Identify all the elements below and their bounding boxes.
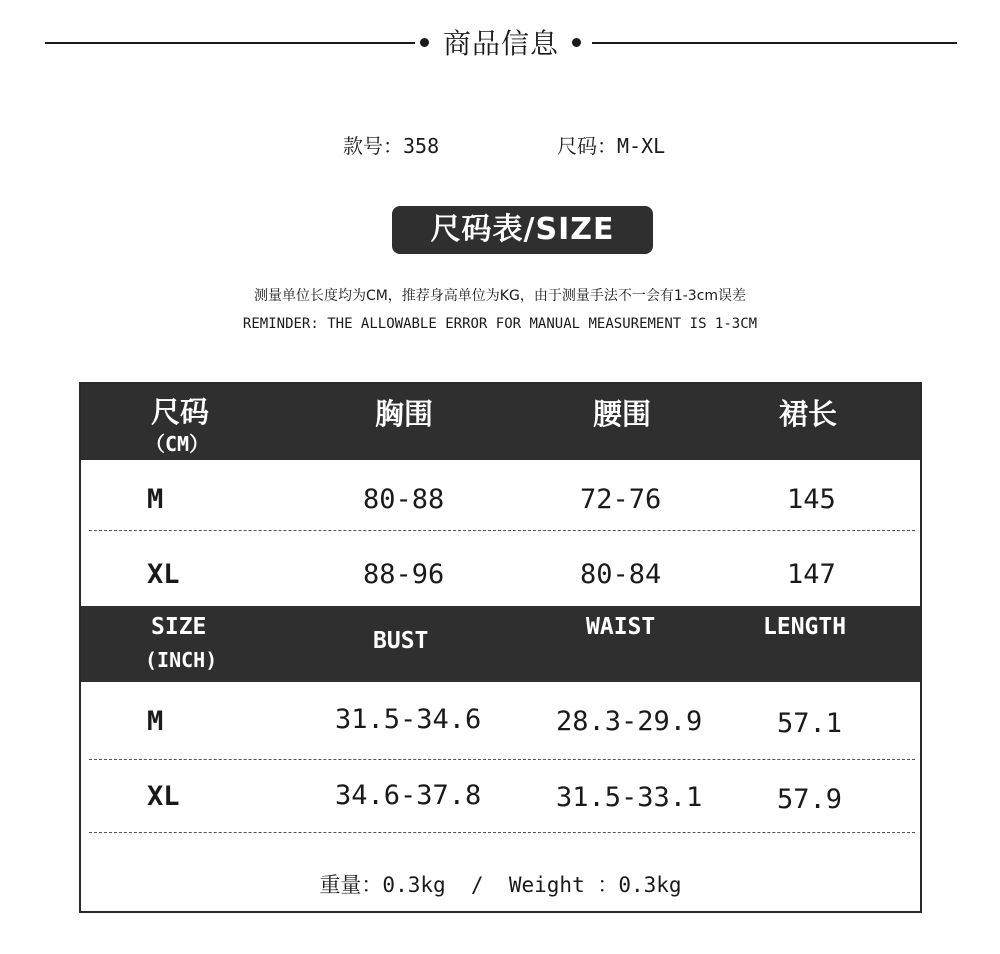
size-chart-badge: 尺码表/SIZE [392,206,653,254]
measurement-note-cn: 测量单位长度均为CM，推荐身高单位为KG，由于测量手法不一会有1-3cm误差 [253,288,747,304]
inch-header-row [81,606,920,682]
inch-row-m-length: 57.1 [777,708,843,739]
inch-row-m-size: M [147,706,164,737]
cm-header-row [81,384,920,460]
cm-row-m-size: M [147,484,164,515]
row-divider [89,530,915,531]
cm-row-m-bust: 80-88 [363,484,445,515]
inch-row-xl-size: XL [147,781,180,812]
inch-row-xl-waist: 31.5-33.1 [556,782,703,813]
header-length-cn: 裙长 [779,397,838,431]
header-size-unit-inch: (INCH) [145,648,218,672]
style-number: 款号：358 [343,134,440,158]
cm-row-m-length: 145 [787,484,836,515]
page-title: 商品信息 [442,27,559,60]
cm-row-m-waist: 72-76 [580,484,662,515]
inch-row-xl-bust: 34.6-37.8 [335,780,482,811]
header-rule-left [45,42,415,44]
header-size-unit-cm: （CM） [145,432,210,456]
header-length-en: LENGTH [763,614,847,640]
cm-row-xl-length: 147 [787,559,836,590]
header-bust-cn: 胸围 [375,397,434,431]
header-dot-left [420,38,429,47]
size-range: 尺码：M-XL [557,134,666,158]
header-size-cn: 尺码 [151,395,210,429]
inch-row-m-waist: 28.3-29.9 [556,706,703,737]
weight-info: 重量：0.3kg / Weight ：0.3kg [319,873,682,897]
size-table [79,382,922,913]
inch-row-xl-length: 57.9 [777,784,843,815]
cm-row-xl-size: XL [147,559,180,590]
measurement-note-en: REMINDER: THE ALLOWABLE ERROR FOR MANUAL MEASUREMENT IS 1-3CM [242,316,758,332]
header-waist-cn: 腰围 [593,397,652,431]
row-divider [89,832,915,833]
cm-row-xl-bust: 88-96 [363,559,445,590]
header-size-en: SIZE [151,614,207,640]
inch-row-m-bust: 31.5-34.6 [335,704,482,735]
header-dot-right [572,38,581,47]
cm-row-xl-waist: 80-84 [580,559,662,590]
header-bust-en: BUST [373,628,429,654]
row-divider [89,759,915,760]
header-rule-right [592,42,957,44]
header-waist-en: WAIST [586,614,656,640]
